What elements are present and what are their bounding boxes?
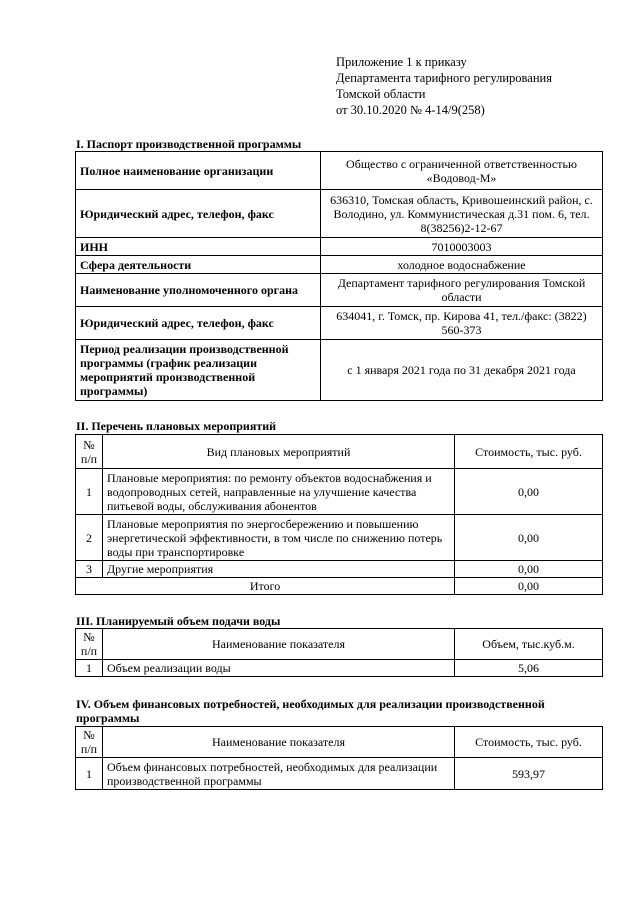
column-header-name: Наименование показателя <box>103 629 455 660</box>
passport-label: Юридический адрес, телефон, факс <box>76 190 321 238</box>
passport-value: 636310, Томская область, Кривошеинский район, с. Володино, ул. Коммунистическая д.31 пом. 6, тел. 8(38256)2-12-67 <box>321 190 603 238</box>
passport-label: Период реализации производственной программы (график реализации мероприятий производственной программы) <box>76 340 321 401</box>
row-num: 3 <box>76 561 103 578</box>
row-num: 1 <box>76 660 103 677</box>
row-num: 2 <box>76 515 103 561</box>
row-name: Плановые мероприятия по энергосбережению и повышению энергетической эффективности, в том числе по снижению потерь воды при транспортировке <box>103 515 455 561</box>
table-total-row <box>76 578 603 595</box>
row-name: Объем реализации воды <box>103 660 455 677</box>
table-row <box>76 469 603 515</box>
column-header-cost: Стоимость, тыс. руб. <box>455 727 603 758</box>
row-cost: 0,00 <box>455 561 603 578</box>
column-header-num: № п/п <box>76 727 103 758</box>
passport-value: холодное водоснабжение <box>321 256 603 274</box>
table-row <box>76 758 603 790</box>
table-header-row <box>76 435 603 469</box>
passport-value: с 1 января 2021 года по 31 декабря 2021 года <box>321 340 603 401</box>
total-cost: 0,00 <box>455 578 603 595</box>
section-2-title: II. Перечень плановых мероприятий <box>76 419 277 433</box>
row-cost: 0,00 <box>455 469 603 515</box>
header-line-3: Томской области <box>336 87 426 101</box>
measures-table <box>75 434 603 595</box>
passport-label: ИНН <box>76 238 321 256</box>
table-row <box>76 515 603 561</box>
table-header-row <box>76 629 603 660</box>
row-name: Плановые мероприятия: по ремонту объектов водоснабжения и водопроводных сетей, направленные на улучшение качества питьевой воды, обслуживания абонентов <box>103 469 455 515</box>
passport-value: Общество с ограниченной ответственностью «Водовод-М» <box>321 152 603 190</box>
passport-label: Юридический адрес, телефон, факс <box>76 307 321 340</box>
passport-value: Департамент тарифного регулирования Томской области <box>321 274 603 307</box>
total-label: Итого <box>76 578 455 595</box>
passport-label: Наименование уполномоченного органа <box>76 274 321 307</box>
passport-value: 7010003003 <box>321 238 603 256</box>
column-header-name: Вид плановых мероприятий <box>103 435 455 469</box>
row-cost: 0,00 <box>455 515 603 561</box>
row-num: 1 <box>76 469 103 515</box>
section-4-title: IV. Объем финансовых потребностей, необходимых для реализации производственной программы <box>76 697 545 725</box>
passport-label: Сфера деятельности <box>76 256 321 274</box>
section-1-title: I. Паспорт производственной программы <box>76 137 302 151</box>
row-name: Другие мероприятия <box>103 561 455 578</box>
passport-label: Полное наименование организации <box>76 152 321 190</box>
column-header-value: Объем, тыс.куб.м. <box>455 629 603 660</box>
header-line-1: Приложение 1 к приказу <box>336 55 467 69</box>
financial-needs-table <box>75 726 603 790</box>
water-volume-table <box>75 628 603 677</box>
table-row <box>76 561 603 578</box>
row-value: 5,06 <box>455 660 603 677</box>
row-num: 1 <box>76 758 103 790</box>
section-3-title: III. Планируемый объем подачи воды <box>76 614 281 628</box>
column-header-cost: Стоимость, тыс. руб. <box>455 435 603 469</box>
passport-table <box>75 151 603 401</box>
column-header-name: Наименование показателя <box>103 727 455 758</box>
table-row <box>76 256 603 274</box>
header-line-2: Департамента тарифного регулирования <box>336 71 552 85</box>
column-header-num: № п/п <box>76 629 103 660</box>
table-row <box>76 238 603 256</box>
column-header-num: № п/п <box>76 435 103 469</box>
table-row <box>76 190 603 238</box>
header-line-4: от 30.10.2020 № 4-14/9(258) <box>336 103 485 117</box>
document-header <box>336 54 552 118</box>
passport-value: 634041, г. Томск, пр. Кирова 41, тел./факс: (3822) 560-373 <box>321 307 603 340</box>
table-row <box>76 660 603 677</box>
table-row <box>76 307 603 340</box>
row-cost: 593,97 <box>455 758 603 790</box>
table-header-row <box>76 727 603 758</box>
table-row <box>76 340 603 401</box>
table-row <box>76 152 603 190</box>
table-row <box>76 274 603 307</box>
row-name: Объем финансовых потребностей, необходимых для реализации производственной программы <box>103 758 455 790</box>
